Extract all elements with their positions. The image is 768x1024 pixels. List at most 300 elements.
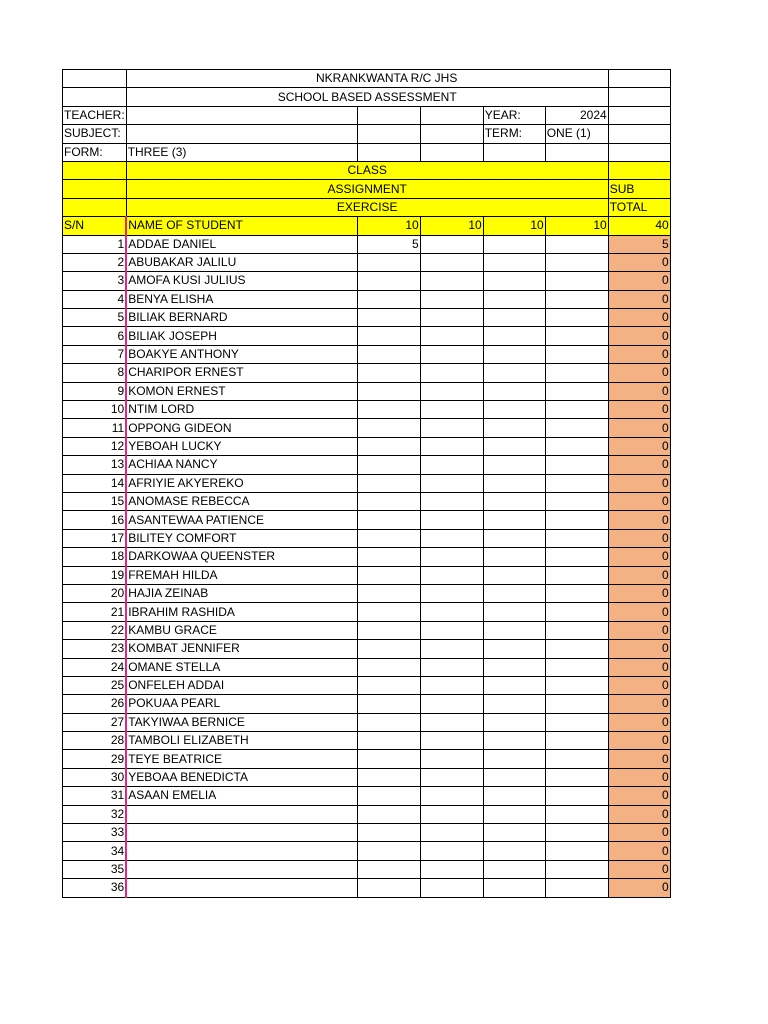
score-2[interactable] [420,419,483,437]
score-3[interactable] [483,732,545,750]
sn-header[interactable]: S/N [63,217,127,235]
score-3[interactable] [483,235,545,253]
max-mark-4[interactable]: 10 [545,217,608,235]
sub-total[interactable]: 0 [608,603,670,621]
score-1[interactable] [357,272,420,290]
sub-total[interactable]: 0 [608,529,670,547]
student-row [63,345,671,363]
student-name[interactable]: BILIAK JOSEPH [126,327,357,345]
score-2[interactable] [420,401,483,419]
student-sn[interactable]: 27 [63,713,127,731]
score-1[interactable] [357,879,420,897]
score-3[interactable] [483,584,545,602]
student-sn[interactable]: 6 [63,327,127,345]
score-2[interactable] [420,492,483,510]
student-row [63,695,671,713]
sub-total[interactable]: 0 [608,419,670,437]
student-sn[interactable]: 5 [63,309,127,327]
student-sn[interactable]: 34 [63,842,127,860]
name-header[interactable]: NAME OF STUDENT [126,217,357,235]
student-row [63,824,671,842]
score-1[interactable] [357,695,420,713]
student-name[interactable]: FREMAH HILDA [126,566,357,584]
score-2[interactable] [420,345,483,363]
score-1[interactable] [357,713,420,731]
score-4[interactable] [545,419,608,437]
score-2[interactable] [420,584,483,602]
student-sn[interactable]: 8 [63,364,127,382]
score-3[interactable] [483,750,545,768]
sub-total[interactable]: 0 [608,290,670,308]
score-1[interactable] [357,584,420,602]
student-name[interactable]: BILIAK BERNARD [126,309,357,327]
score-1[interactable] [357,805,420,823]
sub-total[interactable]: 0 [608,382,670,400]
student-sn[interactable]: 1 [63,235,127,253]
student-name[interactable]: CHARIPOR ERNEST [126,364,357,382]
score-4[interactable] [545,548,608,566]
sub-total[interactable]: 0 [608,253,670,271]
student-sn[interactable]: 18 [63,548,127,566]
student-name[interactable]: YEBOAA BENEDICTA [126,768,357,786]
score-1[interactable] [357,676,420,694]
score-2[interactable] [420,658,483,676]
score-3[interactable] [483,566,545,584]
score-3[interactable] [483,768,545,786]
sub-total[interactable]: 0 [608,511,670,529]
class-heading[interactable]: CLASS [126,161,608,179]
score-4[interactable] [545,345,608,363]
sub-total[interactable]: 5 [608,235,670,253]
score-3[interactable] [483,529,545,547]
student-name[interactable] [126,824,357,842]
score-2[interactable] [420,382,483,400]
score-4[interactable] [545,529,608,547]
student-name[interactable]: ANOMASE REBECCA [126,492,357,510]
sub-total[interactable]: 0 [608,456,670,474]
score-1[interactable] [357,566,420,584]
student-sn[interactable]: 15 [63,492,127,510]
student-name[interactable]: HAJIA ZEINAB [126,584,357,602]
score-2[interactable] [420,713,483,731]
student-sn[interactable]: 33 [63,824,127,842]
score-3[interactable] [483,676,545,694]
score-3[interactable] [483,345,545,363]
form-row [63,143,671,161]
term-value[interactable]: ONE (1) [545,125,608,143]
score-3[interactable] [483,860,545,878]
sub-total[interactable]: 0 [608,364,670,382]
student-sn[interactable]: 22 [63,621,127,639]
student-sn[interactable]: 20 [63,584,127,602]
student-sn[interactable]: 35 [63,860,127,878]
score-1[interactable] [357,309,420,327]
score-4[interactable] [545,235,608,253]
student-sn[interactable]: 10 [63,401,127,419]
student-row [63,272,671,290]
score-3[interactable] [483,364,545,382]
sub-total[interactable]: 0 [608,621,670,639]
total-heading[interactable]: TOTAL [608,198,670,216]
score-3[interactable] [483,437,545,455]
student-row [63,879,671,897]
sub-total[interactable]: 0 [608,309,670,327]
sub-total[interactable]: 0 [608,272,670,290]
sub-total[interactable]: 0 [608,713,670,731]
student-name[interactable]: BENYA ELISHA [126,290,357,308]
score-1[interactable] [357,492,420,510]
score-3[interactable] [483,787,545,805]
score-3[interactable] [483,603,545,621]
score-1[interactable] [357,842,420,860]
score-4[interactable] [545,860,608,878]
exercise-row [63,198,671,216]
score-3[interactable] [483,640,545,658]
score-2[interactable] [420,640,483,658]
score-4[interactable] [545,474,608,492]
student-sn[interactable]: 12 [63,437,127,455]
score-2[interactable] [420,290,483,308]
score-4[interactable] [545,511,608,529]
sub-total[interactable]: 0 [608,584,670,602]
student-sn[interactable]: 14 [63,474,127,492]
student-sn[interactable]: 7 [63,345,127,363]
student-name[interactable]: NTIM LORD [126,401,357,419]
student-name[interactable]: BILITEY COMFORT [126,529,357,547]
score-2[interactable] [420,860,483,878]
teacher-row [63,106,671,124]
score-4[interactable] [545,456,608,474]
year-label[interactable]: YEAR: [483,106,545,124]
score-3[interactable] [483,474,545,492]
score-2[interactable] [420,621,483,639]
score-4[interactable] [545,327,608,345]
sub-total[interactable]: 0 [608,805,670,823]
score-1[interactable] [357,474,420,492]
student-name[interactable]: ACHIAA NANCY [126,456,357,474]
school-name[interactable]: NKRANKWANTA R/C JHS [126,70,608,88]
student-name[interactable]: TAMBOLI ELIZABETH [126,732,357,750]
score-4[interactable] [545,584,608,602]
student-name[interactable]: YEBOAH LUCKY [126,437,357,455]
score-4[interactable] [545,621,608,639]
score-4[interactable] [545,750,608,768]
student-sn[interactable]: 21 [63,603,127,621]
student-row [63,474,671,492]
student-name[interactable] [126,805,357,823]
student-name[interactable]: ASANTEWAA PATIENCE [126,511,357,529]
score-3[interactable] [483,272,545,290]
score-4[interactable] [545,382,608,400]
score-3[interactable] [483,419,545,437]
student-row [63,658,671,676]
score-4[interactable] [545,603,608,621]
score-2[interactable] [420,824,483,842]
student-name[interactable]: OMANE STELLA [126,658,357,676]
score-2[interactable] [420,695,483,713]
sub-heading[interactable]: SUB [608,180,670,198]
score-4[interactable] [545,566,608,584]
student-sn[interactable]: 9 [63,382,127,400]
score-3[interactable] [483,805,545,823]
sub-total[interactable]: 0 [608,566,670,584]
score-3[interactable] [483,713,545,731]
max-mark-2[interactable]: 10 [420,217,483,235]
student-row [63,456,671,474]
student-name[interactable] [126,860,357,878]
sub-total[interactable]: 0 [608,640,670,658]
score-1[interactable] [357,382,420,400]
max-mark-1[interactable]: 10 [357,217,420,235]
score-2[interactable] [420,474,483,492]
score-1[interactable] [357,750,420,768]
score-3[interactable] [483,695,545,713]
student-name[interactable]: ADDAE DANIEL [126,235,357,253]
score-3[interactable] [483,824,545,842]
term-label[interactable]: TERM: [483,125,545,143]
exercise-heading[interactable]: EXERCISE [126,198,608,216]
score-1[interactable] [357,401,420,419]
score-4[interactable] [545,713,608,731]
score-4[interactable] [545,253,608,271]
score-1[interactable] [357,529,420,547]
score-3[interactable] [483,253,545,271]
score-4[interactable] [545,787,608,805]
sub-total[interactable]: 0 [608,474,670,492]
student-name[interactable]: TEYE BEATRICE [126,750,357,768]
score-2[interactable] [420,879,483,897]
student-name[interactable]: DARKOWAA QUEENSTER [126,548,357,566]
score-2[interactable] [420,327,483,345]
student-sn[interactable]: 17 [63,529,127,547]
sub-total[interactable]: 0 [608,787,670,805]
score-2[interactable] [420,548,483,566]
sub-total[interactable]: 0 [608,695,670,713]
score-2[interactable] [420,253,483,271]
subject-value[interactable] [126,125,357,143]
score-1[interactable] [357,621,420,639]
student-row [63,842,671,860]
sub-total[interactable]: 0 [608,437,670,455]
score-4[interactable] [545,401,608,419]
score-3[interactable] [483,511,545,529]
score-2[interactable] [420,676,483,694]
score-2[interactable] [420,309,483,327]
student-sn[interactable]: 13 [63,456,127,474]
student-row [63,860,671,878]
student-sn[interactable]: 19 [63,566,127,584]
sub-total[interactable]: 0 [608,658,670,676]
score-2[interactable] [420,566,483,584]
student-sn[interactable]: 26 [63,695,127,713]
score-2[interactable] [420,364,483,382]
score-1[interactable] [357,860,420,878]
sub-total[interactable]: 0 [608,879,670,897]
student-name[interactable]: AFRIYIE AKYEREKO [126,474,357,492]
assessment-row [63,88,671,106]
score-1[interactable] [357,419,420,437]
score-3[interactable] [483,309,545,327]
score-1[interactable] [357,787,420,805]
score-4[interactable] [545,824,608,842]
student-name[interactable]: KOMON ERNEST [126,382,357,400]
form-value[interactable]: THREE (3) [126,143,357,161]
score-1[interactable] [357,658,420,676]
score-3[interactable] [483,658,545,676]
sub-total[interactable]: 0 [608,327,670,345]
score-1[interactable] [357,548,420,566]
score-1[interactable] [357,345,420,363]
sub-total[interactable]: 0 [608,732,670,750]
sub-total[interactable]: 0 [608,824,670,842]
score-2[interactable] [420,437,483,455]
score-3[interactable] [483,492,545,510]
score-4[interactable] [545,768,608,786]
student-name[interactable]: BOAKYE ANTHONY [126,345,357,363]
score-2[interactable] [420,511,483,529]
score-1[interactable] [357,253,420,271]
score-1[interactable] [357,327,420,345]
student-name[interactable] [126,879,357,897]
score-2[interactable] [420,272,483,290]
column-header-row [63,217,671,235]
student-name[interactable]: ONFELEH ADDAI [126,676,357,694]
student-name[interactable]: AMOFA KUSI JULIUS [126,272,357,290]
score-2[interactable] [420,235,483,253]
student-row [63,327,671,345]
score-2[interactable] [420,768,483,786]
student-sn[interactable]: 2 [63,253,127,271]
student-name[interactable]: ABUBAKAR JALILU [126,253,357,271]
score-2[interactable] [420,603,483,621]
subject-label[interactable]: SUBJECT: [63,125,127,143]
sub-total[interactable]: 0 [608,492,670,510]
student-row [63,235,671,253]
score-1[interactable] [357,456,420,474]
score-1[interactable] [357,364,420,382]
score-2[interactable] [420,842,483,860]
sub-total[interactable]: 0 [608,676,670,694]
student-sn[interactable]: 3 [63,272,127,290]
student-sn[interactable]: 36 [63,879,127,897]
school-row [63,70,671,88]
score-3[interactable] [483,879,545,897]
max-mark-3[interactable]: 10 [483,217,545,235]
score-3[interactable] [483,382,545,400]
sub-total[interactable]: 0 [608,768,670,786]
student-name[interactable]: IBRAHIM RASHIDA [126,603,357,621]
score-1[interactable] [357,511,420,529]
score-1[interactable] [357,732,420,750]
score-1[interactable] [357,640,420,658]
student-name[interactable]: ASAAN EMELIA [126,787,357,805]
score-4[interactable] [545,290,608,308]
score-1[interactable] [357,437,420,455]
sub-total[interactable]: 0 [608,860,670,878]
score-3[interactable] [483,327,545,345]
student-name[interactable] [126,842,357,860]
student-name[interactable]: KOMBAT JENNIFER [126,640,357,658]
assessment-title[interactable]: SCHOOL BASED ASSESSMENT [126,88,608,106]
score-1[interactable] [357,290,420,308]
score-2[interactable] [420,456,483,474]
score-2[interactable] [420,529,483,547]
score-2[interactable] [420,805,483,823]
year-value[interactable]: 2024 [545,106,608,124]
form-label[interactable]: FORM: [63,143,127,161]
score-4[interactable] [545,842,608,860]
score-4[interactable] [545,879,608,897]
teacher-value[interactable] [126,106,357,124]
student-row [63,713,671,731]
score-2[interactable] [420,750,483,768]
score-4[interactable] [545,805,608,823]
score-3[interactable] [483,842,545,860]
score-3[interactable] [483,621,545,639]
max-total[interactable]: 40 [608,217,670,235]
student-name[interactable]: POKUAA PEARL [126,695,357,713]
score-4[interactable] [545,676,608,694]
student-row [63,309,671,327]
student-sn[interactable]: 4 [63,290,127,308]
score-4[interactable] [545,492,608,510]
score-4[interactable] [545,437,608,455]
student-name[interactable]: KAMBU GRACE [126,621,357,639]
score-4[interactable] [545,640,608,658]
student-row [63,419,671,437]
teacher-label[interactable]: TEACHER: [63,106,127,124]
student-sn[interactable]: 31 [63,787,127,805]
student-sn[interactable]: 32 [63,805,127,823]
student-row [63,548,671,566]
score-1[interactable] [357,768,420,786]
score-2[interactable] [420,732,483,750]
score-1[interactable]: 5 [357,235,420,253]
student-name[interactable]: OPPONG GIDEON [126,419,357,437]
sub-total[interactable]: 0 [608,842,670,860]
score-2[interactable] [420,787,483,805]
sub-total[interactable]: 0 [608,548,670,566]
assignment-heading[interactable]: ASSIGNMENT [126,180,608,198]
student-sn[interactable]: 28 [63,732,127,750]
score-4[interactable] [545,364,608,382]
student-sn[interactable]: 24 [63,658,127,676]
student-row [63,640,671,658]
sub-total[interactable]: 0 [608,345,670,363]
sub-total[interactable]: 0 [608,401,670,419]
score-4[interactable] [545,309,608,327]
score-3[interactable] [483,290,545,308]
score-4[interactable] [545,272,608,290]
student-sn[interactable]: 30 [63,768,127,786]
student-sn[interactable]: 25 [63,676,127,694]
score-4[interactable] [545,695,608,713]
student-row [63,529,671,547]
score-1[interactable] [357,824,420,842]
score-4[interactable] [545,732,608,750]
student-sn[interactable]: 29 [63,750,127,768]
score-3[interactable] [483,456,545,474]
score-3[interactable] [483,548,545,566]
student-name[interactable]: TAKYIWAA BERNICE [126,713,357,731]
score-3[interactable] [483,401,545,419]
student-sn[interactable]: 16 [63,511,127,529]
score-1[interactable] [357,603,420,621]
score-4[interactable] [545,658,608,676]
student-sn[interactable]: 23 [63,640,127,658]
student-sn[interactable]: 11 [63,419,127,437]
sub-total[interactable]: 0 [608,750,670,768]
